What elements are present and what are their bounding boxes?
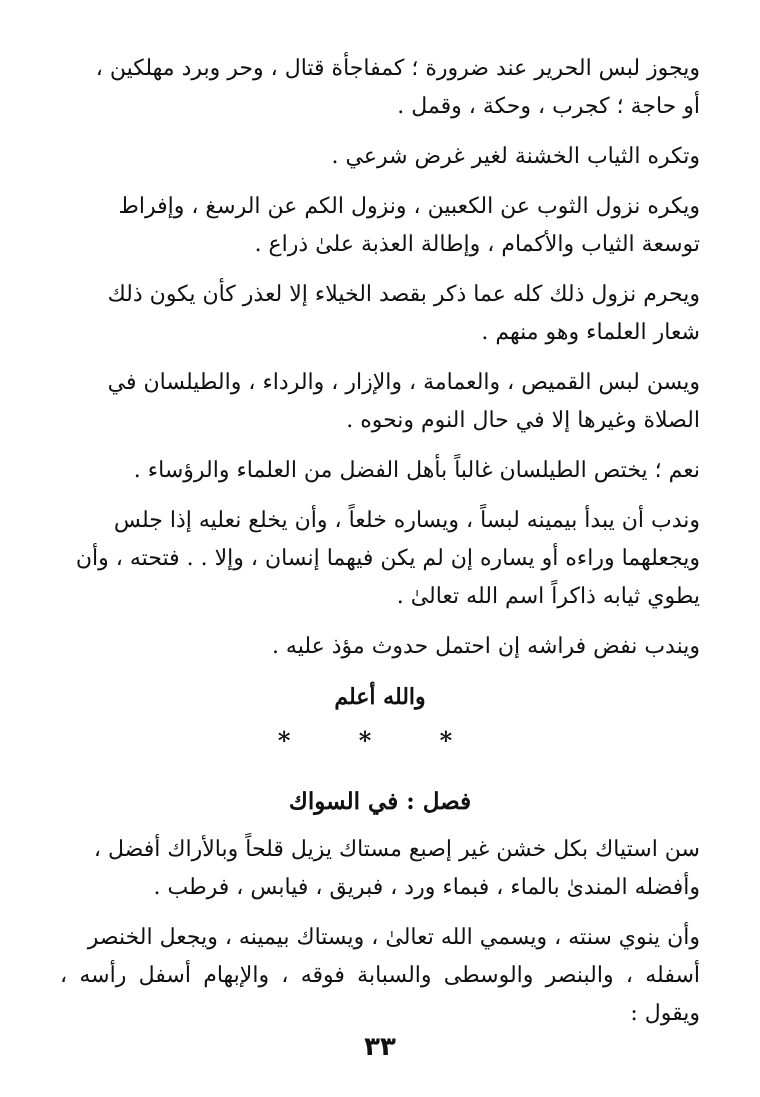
text-line: وأفضله المندىٰ بالماء ، فبماء ورد ، فبريق ، فيابس ، فرطب .	[153, 875, 700, 900]
text-line: نعم ؛ يختص الطيلسان غالباً بأهل الفضل من العلماء والرؤساء .	[133, 458, 700, 483]
closing-phrase: والله أعلم	[334, 684, 426, 710]
paragraph	[60, 831, 700, 907]
paragraph	[60, 188, 700, 264]
page-number: ٣٣	[364, 1032, 396, 1062]
text-line: وأن ينوي سنته ، ويسمي الله تعالىٰ ، ويستاك بيمينه ، ويجعل الخنصر	[87, 925, 700, 950]
text-line: الصلاة وغيرها إلا في حال النوم ونحوه .	[346, 408, 700, 433]
paragraph	[60, 502, 700, 616]
section-separator: * * *	[277, 726, 483, 755]
text-line: سن استياك بكل خشن غير إصبع مستاك يزيل قلحاً وبالأراك أفضل ،	[93, 837, 700, 862]
paragraph	[60, 276, 700, 352]
paragraph	[60, 138, 700, 176]
paragraph	[60, 628, 700, 666]
page-body	[60, 50, 700, 1045]
text-line: ويندب نفض فراشه إن احتمل حدوث مؤذ عليه .	[271, 634, 700, 659]
body-text-bottom	[60, 831, 700, 1033]
text-line: وندب أن يبدأ بيمينه لبساً ، ويساره خلعاً ، وأن يخلع نعليه إذا جلس	[113, 508, 700, 533]
paragraph	[60, 364, 700, 440]
text-line: شعار العلماء وهو منهم .	[481, 320, 700, 345]
paragraph	[60, 452, 700, 490]
paragraph	[60, 50, 700, 126]
paragraph	[60, 919, 700, 1033]
text-line: وتكره الثياب الخشنة لغير غرض شرعي .	[331, 144, 700, 169]
text-line: أو حاجة ؛ كجرب ، وحكة ، وقمل .	[397, 94, 700, 119]
body-text-top	[60, 50, 700, 666]
text-line: ويسن لبس القميص ، والعمامة ، والإزار ، والرداء ، والطيلسان في	[107, 370, 700, 395]
text-line: ويجوز لبس الحرير عند ضرورة ؛ كمفاجأة قتال ، وحر وبرد مهلكين ،	[95, 56, 700, 81]
text-line: ويجعلهما وراءه أو يساره إن لم يكن فيهما إنسان ، وإلا . . فتحته ، وأن	[75, 546, 700, 571]
text-line: أسفله ، والبنصر والوسطى والسبابة فوقه ، والإبهام أسفل رأسه ، ويقول :	[60, 963, 700, 1026]
text-line: ويحرم نزول ذلك كله عما ذكر بقصد الخيلاء إلا لعذر كأن يكون ذلك	[107, 282, 700, 307]
section-heading: فصل : في السواك	[288, 788, 472, 815]
text-line: ويكره نزول الثوب عن الكعبين ، ونزول الكم عن الرسغ ، وإفراط	[118, 194, 700, 219]
text-line: يطوي ثيابه ذاكراً اسم الله تعالىٰ .	[396, 584, 700, 609]
text-line: توسعة الثياب والأكمام ، وإطالة العذبة علىٰ ذراع .	[254, 232, 700, 257]
